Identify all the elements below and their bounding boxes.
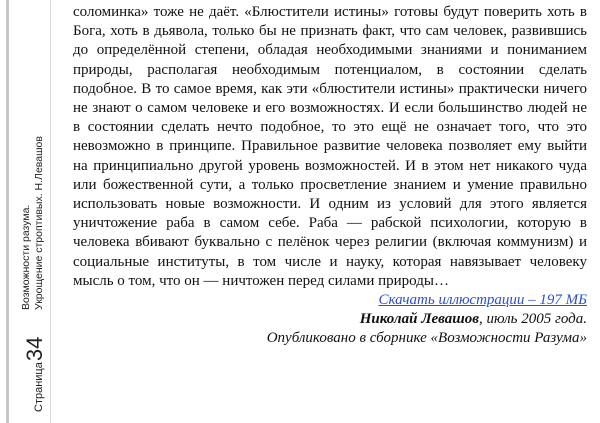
download-illustrations-link[interactable]: Скачать иллюстрации – 197 МБ <box>378 292 587 309</box>
author-line <box>73 310 587 329</box>
running-title-line2: Укрощение строптивых. Н.Левашов <box>33 136 45 310</box>
article-paragraph: соломинка» тоже не даёт. «Блюстители истины» готовы будут поверить хоть в Бога, хоть в дьявола, только бы не признать факт, что сам человек, развившись до определённой степени, обладая необходимыми знаниями и пониманием природы, располагая необходимым потенциалом, в состоянии сделать подобное. В то самое время, как эти «блюстители истины» практически ничего не знают о самом человеке и его возможностях. И если большинство людей не в состоянии сделать нечто подобное, то это ещё не означает того, что это невозможно в принципе. Правильное развитие человека позволяет ему выйти на принципиально другой уровень возможностей. И в этом нет никакого чуда или божественной сути, а только просветление знанием и умение правильно использовать новые возможности. И одним из условий для этого является уничтожение раба в самом себе. Раба — рабской психологии, которую в человека вбивают буквально с пелёнок через религии (включая коммунизм) и социальные институты, в том числе и науку, которая навязывает человеку мысль о том, что он — ничтожен перед силами природы… <box>73 4 587 289</box>
running-title-line1: Возможности разума. <box>20 204 32 310</box>
article-content <box>73 3 587 349</box>
page-number <box>22 337 48 412</box>
page-label: Страница <box>33 362 45 412</box>
running-title <box>20 10 46 310</box>
author-name: Николай Левашов <box>359 311 479 328</box>
download-line <box>73 291 587 310</box>
side-stripe <box>6 0 9 423</box>
page-number-value: 34 <box>22 336 47 362</box>
author-date: , июль 2005 года. <box>478 311 587 328</box>
side-bar <box>0 0 68 423</box>
published-line: Опубликовано в сборнике «Возможности Разума» <box>266 330 587 347</box>
side-divider <box>50 0 51 423</box>
